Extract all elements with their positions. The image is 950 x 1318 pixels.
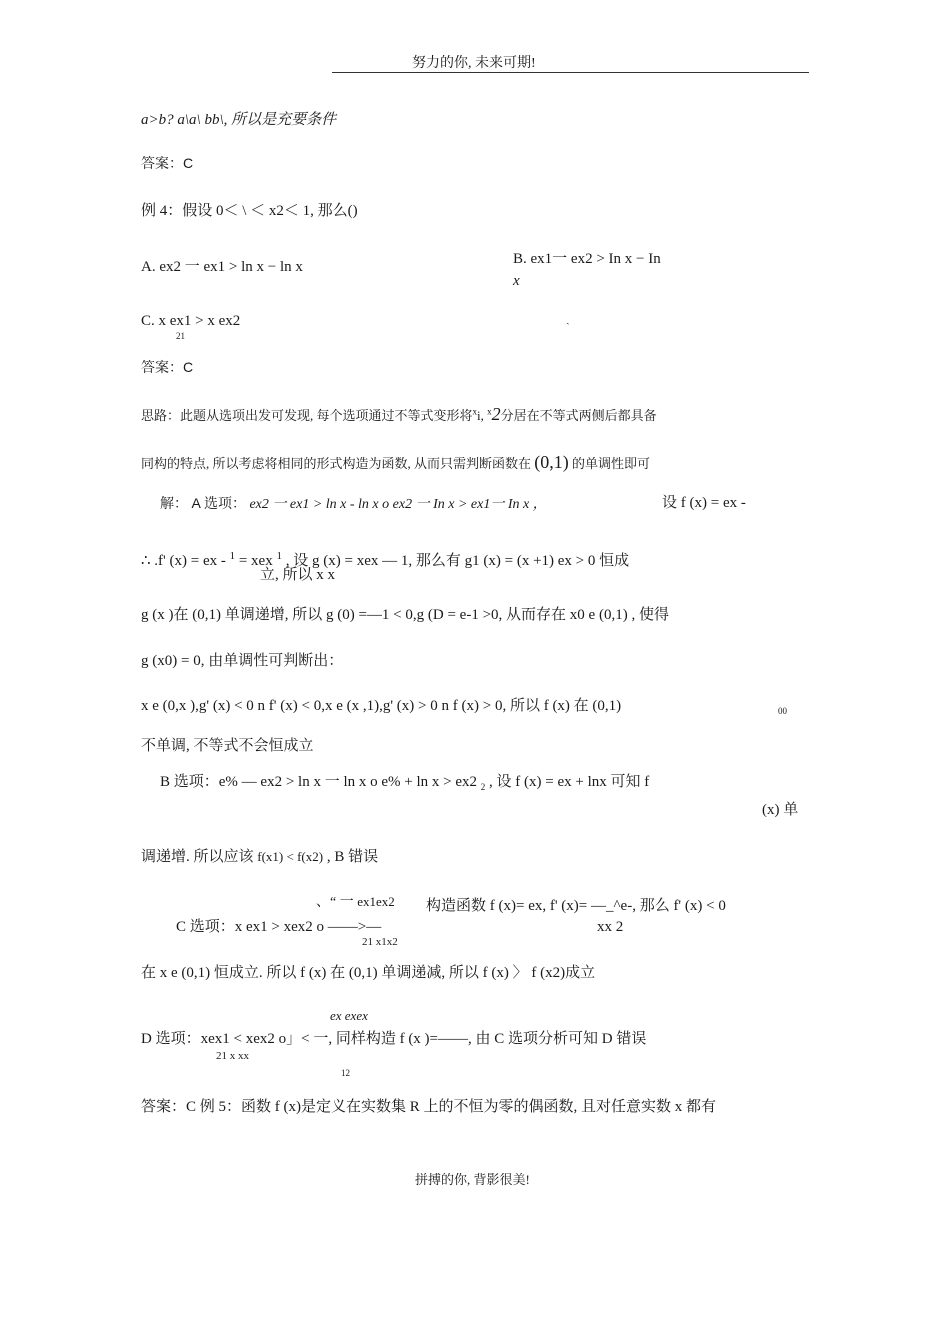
interval: (0,1) [534, 452, 569, 472]
option-a: A. ex2 一 ex1 > ln x − ln x [141, 259, 303, 275]
option-c-denominator: 21 x1x2 [362, 936, 398, 948]
answer-line: 答案：C [141, 359, 194, 375]
formula: — 1, 那么有 [382, 553, 461, 569]
option-c-derivative-denominator: xx 2 [597, 919, 624, 935]
idea-text: 的单调性即可 [572, 456, 651, 471]
solution-line-1 [160, 495, 547, 514]
formula: g1 (x) = (x +1) ex > 0 恒成 [464, 553, 630, 569]
option-b-solution [160, 773, 649, 793]
formula: ∴ .f' (x) = ex - [141, 553, 226, 569]
solution-line-3: g (x )在 (0,1) 单调递增, 所以 g (0) =—1 < 0,g (D = e-1 >0, 从而存在 x0 e (0,1) , 使得 [141, 607, 669, 623]
subscript-note: 00 [778, 706, 787, 716]
option-d-denominator: 21 x xx [216, 1050, 249, 1062]
answer-line: 答案：C [141, 155, 194, 171]
idea-text: 思路：此题从选项出发可发现, 每个选项通过不等式变形将 [141, 408, 473, 423]
page-header: 努力的你, 未来可期! [412, 56, 536, 71]
formula: = xex [344, 553, 379, 569]
option-d-solution: D 选项：xex1 < xex2 o」< 一, 同样构造 f (x )=——, 由 C 选项分析可知 D 错误 [141, 1031, 647, 1047]
example-5-line: 答案：C 例 5：函数 f (x)是定义在实数集 R 上的不恒为零的偶函数, 且对任意实数 x 都有 [141, 1099, 716, 1115]
option-d-index: 12 [341, 1068, 350, 1078]
subscript: 2 [480, 782, 486, 792]
text-line: a>b? a\a\ bb\, 所以是充要条件 [141, 112, 337, 128]
formula: , B 错误 [326, 849, 379, 865]
formula: f(x1) < f(x2) [257, 849, 324, 864]
stray-mark: ˏ [566, 313, 570, 325]
option-label: A 选项： [191, 495, 246, 511]
option-c-construct: 构造函数 f (x)= ex, f' (x)= —_^e-, 那么 f' (x) < 0 [426, 898, 726, 914]
option-b-solution-cont: (x) 单 [762, 802, 799, 818]
option-b-cont: x [513, 273, 520, 289]
option-c-numerator [316, 894, 395, 912]
formula: 、“ 一 [316, 895, 354, 910]
solution-label: 解： [160, 497, 188, 512]
formula: = xex [238, 553, 273, 569]
solution-line-4: g (x0) = 0, 由单调性可判断出： [141, 653, 344, 669]
solution-line-5: x e (0,x ),g' (x) < 0 n f' (x) < 0,x e (x ,1),g' (x) > 0 n f (x) > 0, 所以 f (x) 在 (0,1) [141, 698, 622, 714]
option-b-conclusion [141, 848, 378, 866]
example-title: 例 4：假设 0＜ \ ＜ x2＜ 1, 那么() [141, 203, 358, 219]
idea-text: 分居在不等式两侧后都具备 [500, 408, 657, 423]
option-c: C. x ex1 > x ex2 [141, 313, 241, 329]
solution-line-2b: 立, 所以 x x [260, 567, 336, 583]
formula: ex1ex2 [357, 894, 395, 909]
idea-var: x [487, 406, 492, 417]
header-rule [332, 72, 809, 73]
solution-line-6: 不单调, 不等式不会恒成立 [141, 738, 314, 754]
idea-text: 同构的特点, 所以考虑将相同的形式构造为函数, 从而只需判断函数在 [141, 456, 532, 471]
option-b: B. ex1一 ex2 > In x − In [513, 251, 661, 267]
idea-var: x [472, 406, 478, 417]
formula: B 选项：e% — ex2 > ln x 一 ln x o e% + ln x > ex2 [160, 774, 478, 790]
formula: ex2 一 ex1 > ln x - ln x o ex2 一 In x > ex1一 In x ， [249, 497, 547, 512]
formula: (x) [323, 553, 341, 569]
formula: 调递增. 所以应该 [141, 849, 254, 865]
idea-line-1 [141, 404, 657, 426]
page-footer: 拼搏的你, 背影很美! [415, 1172, 530, 1187]
option-d-numerator: ex exex [330, 1008, 368, 1023]
option-c-solution: C 选项：x ex1 > xex2 o ——>— [176, 919, 382, 935]
superscript: 1 [229, 550, 236, 562]
solution-line-2 [141, 550, 629, 570]
option-c-conclusion: 在 x e (0,1) 恒成立. 所以 f (x) 在 (0,1) 单调递减, 所以 f (x) 〉 f (x2)成立 [141, 965, 596, 981]
formula: , 设 f (x) = ex + lnx 可知 f [489, 774, 650, 790]
option-c-subscript: 21 [176, 331, 185, 341]
solution-line-1-right [662, 494, 746, 512]
idea-line-2 [141, 452, 650, 474]
formula: , 设 g [285, 553, 320, 569]
formula: (x) = ex - [689, 495, 746, 511]
formula: 设 f [662, 495, 686, 511]
idea-var: i, [477, 408, 488, 423]
superscript: 1 [276, 550, 282, 562]
idea-var: 2 [491, 404, 501, 424]
